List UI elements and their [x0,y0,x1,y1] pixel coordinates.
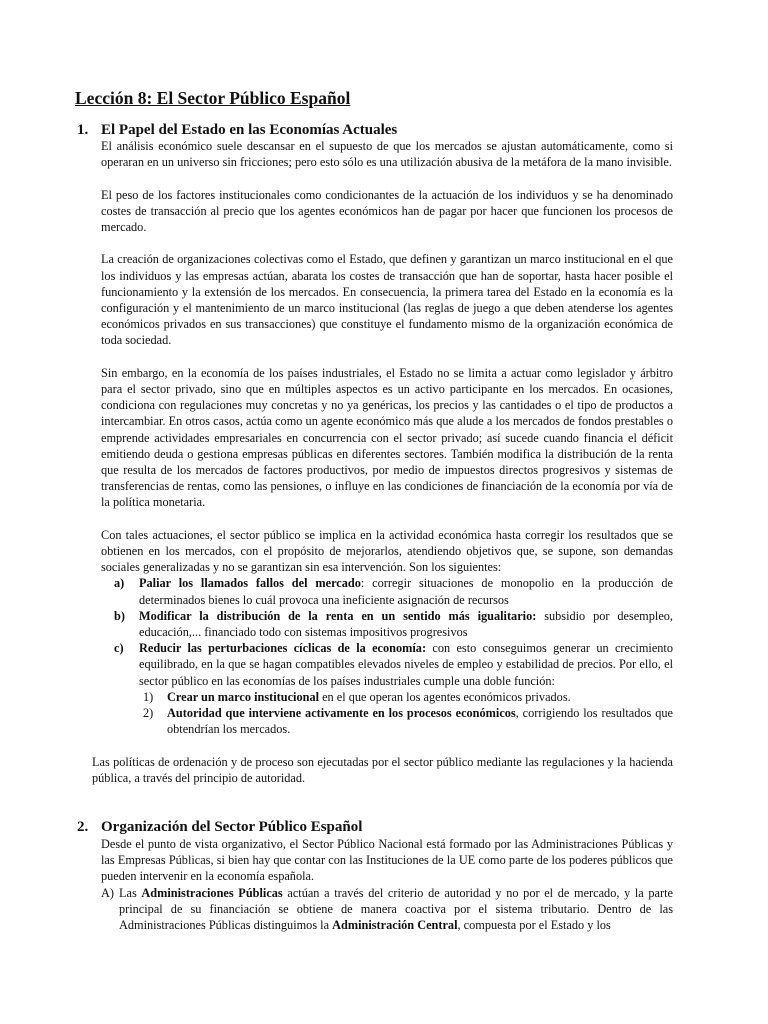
sub-list-item [143,705,673,737]
sub-list-item [143,689,673,705]
list-marker: A) [101,885,114,900]
sub-list-item-bold: Autoridad que interviene activamente en los procesos económicos [167,706,516,721]
page-title: Lección 8: El Sector Público Español [75,88,351,108]
section-1-title: El Papel del Estado en las Economías Actuales [101,122,398,138]
paragraph: La creación de organizaciones colectivas como el Estado, que definen y garantizan un marco institucional en el que los individuos y las empresas actúan, abarata los costes de transacción que han de soportar, hasta hacer posible el funcionamiento y la extensión de los mercados. En consecuencia, la primera tarea del Estado en la economía es la configuración y el mantenimiento de un marco institucional (las reglas de juego a que deben atenderse los agentes económicos privados en sus transacciones) que constituye el fundamento mismo de la organización económica de toda sociedad. [101,252,673,348]
sub-list-item-text: en el que operan los agentes económicos privados. [319,689,571,704]
list-item-text: Las [119,885,142,900]
list-item-bold: Reducir las perturbaciones cíclicas de la economía: [139,641,427,656]
sub-list-marker: 2) [143,706,154,721]
list-item-bold: Paliar los llamados fallos del mercado [139,576,361,591]
paragraph: El peso de los factores institucionales como condicionantes de la actuación de los individuos y se ha denominado costes de transacción al precio que los agentes económicos han de pagar por hacer que funcionen los procesos de mercado. [101,187,673,234]
list-item [101,885,673,934]
list-marker: c) [114,641,124,656]
list-item [114,575,674,607]
list-item-text: subsidio por desempleo, educación,... financiado todo con sistemas impositivos progresivos [139,608,673,640]
list-item-bold: Administraciones Públicas [141,885,283,900]
section-1-body [92,138,674,786]
list-item-text: con esto conseguimos generar un crecimiento equilibrado, en la que se hagan compatibles elevados niveles de empleo y estabilidad de precios. Por ello, el sector público en las economías de los países industriales cumple una doble función: [139,641,673,688]
list-item-text: , compuesta por el Estado y los [457,918,611,933]
paragraph: El análisis económico suele descansar en el supuesto de que los mercados se ajustan automáticamente, como si operaran en un universo sin fricciones; pero esto sólo es una utilización abusiva de la metáfora de la mano invisible. [101,139,673,170]
list-item [114,640,673,689]
section-2-heading [77,818,362,837]
objectives-list [101,575,673,737]
paragraph: Sin embargo, en la economía de los países industriales, el Estado no se limita a actuar como legislador y árbitro para el sector privado, sino que en múltiples aspectos es un activo participante en los mercados. En ocasiones, condiciona con regulaciones muy concretas y no ya genéricas, los precios y las cantidades o el tipo de productos a intercambiar. En otros casos, actúa como un agente económico más que alude a los mercados de fondos prestables o emprende actividades empresariales en concurrencia con el sector privado; así sucede cuando financia el déficit emitiendo deuda o gestiona empresas públicas en diferentes sectores. También modifica la distribución de la renta que resulta de los mercados de factores productivos, por medio de impuestos directos progresivos y sistemas de transferencias de rentas, como las pensiones, o influye en las condiciones de financiación de la economía por vía de la política monetaria. [101,365,673,510]
section-2-title: Organización del Sector Público Español [101,819,363,835]
sub-list-item-bold: Crear un marco institucional [167,689,320,704]
list-item-bold: Modificar la distribución de la renta en un sentido más igualitario: [139,608,537,623]
paragraph: Desde el punto de vista organizativo, el Sector Público Nacional está formado por las Administraciones Públicas y las Empresas Públicas, si bien hay que contar con las Instituciones de la UE como parte de los poderes públicos que pueden intervenir en la economía española. [101,837,673,884]
sub-list-item-text: , corrigiendo los resultados que obtendrían los mercados. [167,706,673,737]
list-item-bold: Administración Central [332,918,458,933]
list-item [114,608,673,640]
paragraph: Las políticas de ordenación y de proceso son ejecutadas por el sector público mediante las regulaciones y la hacienda pública, a través del principio de autoridad. [92,754,673,785]
sub-list-marker: 1) [143,689,154,704]
section-1-number: 1. [77,122,89,138]
list-marker: b) [114,608,125,623]
section-2-number: 2. [77,819,89,835]
list-marker: a) [114,576,125,591]
section-2-body [101,836,673,933]
list-item-text: : corregir situaciones de monopolio en la producción de determinados bienes lo cuál provoca una ineficiente asignación de recursos [139,576,674,607]
list-item-text: actúan a través del criterio de autoridad y no por el de mercado, y la parte principal de su financiación se obtiene de manera coactiva por el sistema tributario. Dentro de las Administraciones Públicas distinguimos la [119,885,673,933]
paragraph: Con tales actuaciones, el sector público se implica en la actividad económica hasta corregir los resultados que se obtienen en los mercados, con el propósito de mejorarlos, atendiendo objetivos que, se supone, son demandas sociales generalizadas y no se garantizan sin esa intervención. Son los siguientes: [101,527,673,575]
